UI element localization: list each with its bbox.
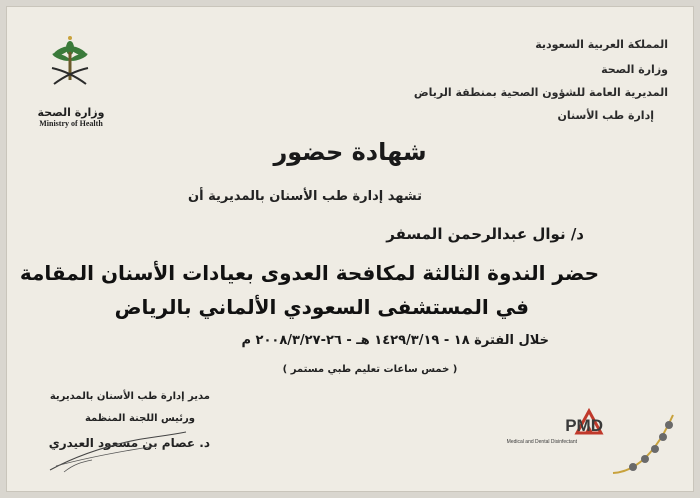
certificate-title: شهادة حضور	[273, 138, 427, 166]
attendance-line-2: في المستشفى السعودي الألماني بالرياض	[114, 295, 529, 319]
header-ministry: وزارة الصحة	[601, 63, 668, 76]
header-kingdom: المملكة العربية السعودية	[535, 38, 668, 51]
certificate-intro: تشهد إدارة طب الأسنان بالمديرية أن	[188, 189, 422, 204]
attendance-line-1: حضر الندوة الثالثة لمكافحة العدوى بعيادات الأسنان المقامة	[19, 261, 599, 285]
attendance-period: خلال الفترة ١٨ - ١٤٢٩/٣/١٩ هـ - ٢٦-٢٠٠٨/٣/٢٧ م	[241, 333, 549, 348]
certificate-page	[6, 6, 694, 492]
pmd-tagline: Medical and Dental Disinfectant	[506, 439, 577, 445]
moh-logo-arabic: وزارة الصحة	[37, 106, 105, 119]
signatory-title-1: مدير إدارة طب الأسنان بالمديرية	[49, 391, 210, 402]
pmd-logo-text: PMD	[565, 416, 603, 435]
recipient-name: د/ نوال عبدالرحمن المسفر	[386, 225, 584, 243]
moh-logo-english: Ministry of Health	[39, 119, 103, 128]
pmd-logo-icon	[506, 401, 683, 476]
signatory-title-2: ورئيس اللجنة المنظمة	[84, 413, 195, 424]
handwritten-signature-icon	[46, 426, 196, 476]
signatory-name: د. عصام بن مسعود العيدري	[48, 436, 210, 450]
header-department: إدارة طب الأسنان	[557, 109, 654, 122]
header-directorate: المديرية العامة للشؤون الصحية بمنطقة الرياض	[413, 86, 668, 99]
cme-hours: ( خمس ساعات تعليم طبي مستمر )	[282, 364, 458, 375]
moh-logo-icon	[34, 34, 106, 108]
